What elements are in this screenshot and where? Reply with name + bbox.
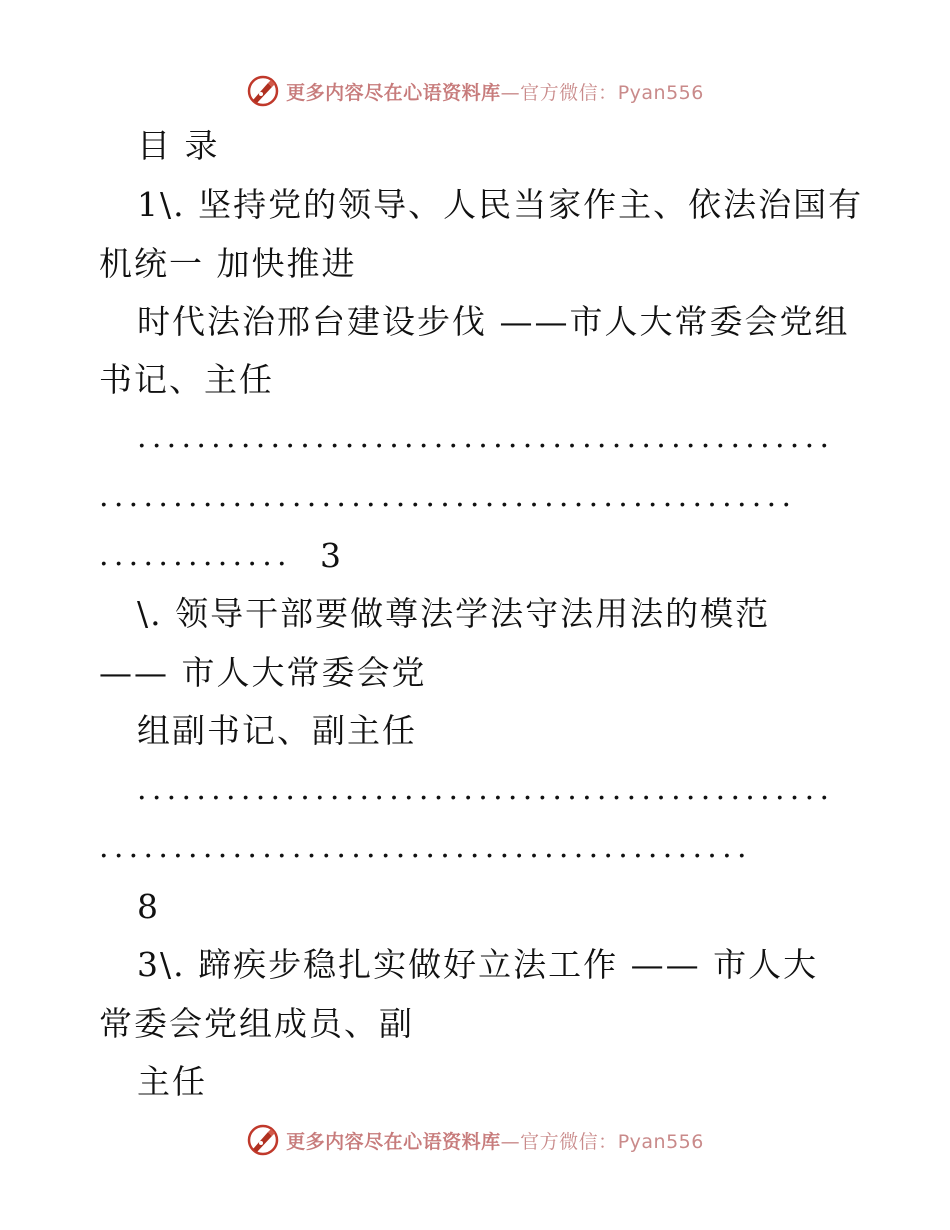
toc-item-1-title-line4: 书记、主任 — [99, 360, 274, 399]
toc-item-1-title-line1: 1\. 坚持党的领导、人民当家作主、依法治国有 — [137, 185, 864, 224]
watermark-footer — [0, 1120, 950, 1160]
toc-item-2-title-line3: 组副书记、副主任 — [137, 711, 417, 750]
toc-item-2-leader-dots-2: ............................................ — [99, 830, 752, 865]
watermark-text: 更多内容尽在心语资料库—官方微信：Pyan556 — [286, 81, 704, 104]
toc-item-2-leader-dots-1: ............................................... — [137, 772, 835, 807]
toc-item-1-leader-dots-1: ............................................... — [137, 420, 835, 455]
toc-item-1-page-number: 3 — [320, 536, 343, 575]
toc-item-3-title-line1: 3\. 蹄疾步稳扎实做好立法工作 —— 市人大 — [137, 945, 819, 984]
toc-item-3-title-line3: 主任 — [137, 1062, 207, 1101]
pen-logo-icon — [246, 1123, 280, 1157]
toc-item-2-title-line2: —— 市人大常委会党 — [99, 653, 427, 692]
watermark-text: 更多内容尽在心语资料库—官方微信：Pyan556 — [286, 1130, 704, 1153]
toc-item-2-title-line1: \. 领导干部要做尊法学法守法用法的模范 — [137, 594, 771, 633]
toc-item-1-title-line3: 时代法治邢台建设步伐 ——市人大常委会党组 — [137, 302, 850, 341]
toc-item-3-title-line2: 常委会党组成员、副 — [99, 1004, 414, 1043]
pen-logo-icon — [246, 74, 280, 108]
watermark-header — [0, 71, 950, 111]
toc-heading: 目 录 — [137, 126, 220, 165]
toc-item-1-leader-dots-3: ............. — [99, 538, 292, 573]
toc-item-1-title-line2: 机统一 加快推进 — [99, 244, 357, 283]
toc-item-2-page-number: 8 — [137, 887, 160, 926]
toc-item-1-leader-dots-2: ............................................... — [99, 479, 797, 514]
